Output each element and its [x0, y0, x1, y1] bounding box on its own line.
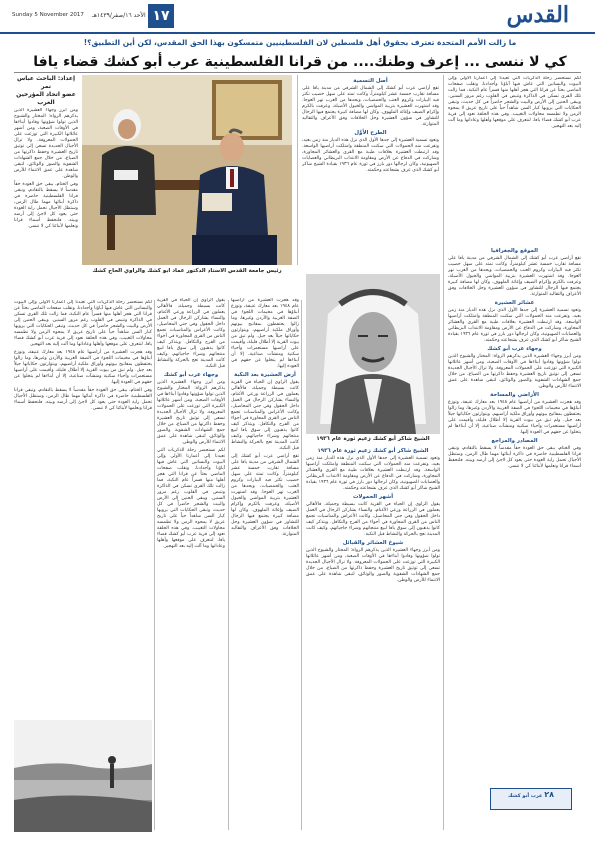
column-text: يقول الراوي إن الحياة في القرية كانت بسيطة وجميلة، فالأهالي يعملون في الزراعة ورعي الأغنام، والنساء يشاركن الرجال في العمل داخل الحقول وفي جني المحاصيل، وكانت الأعراس والمناسبات تجمع الناس من القرى المجاورة في أجواء من الفرح والتكافل. ويتذكر كيف كانوا يذهبون إلى سوق يافا لبيع منتجاتهم وشراء حاجياتهم، وكيف كانت المدينة تعج بالحركة والنشاط قبل النكبة.	[306, 502, 440, 537]
column-divider	[301, 300, 302, 830]
column-text: وتعود تسمية العشيرة إلى جدها الأول الذي نزل هذه الديار منذ زمن بعيد، وتفرعت منه الحمولات التي سكنت المنطقة وامتلكت أراضيها الواسعة. وقد ارتبطت العشيرة بعلاقات طيبة مع القرى والعشائر المجاورة، وشاركت في الدفاع عن الأرض ومقاومة الانتداب البريطاني والعصابات الصهيونية، وكان لرجالها دور بارز في ثورة عام ١٩٣٦ بقيادة الشيخ شاكر أبو كشك الذي عرف بشجاعته وحكمته.	[448, 308, 581, 343]
main-headline: كي لا ننسى ... إعرف وطنك.... من قرانا الفلسطينية عرب أبو كشك قضاء يافا	[33, 54, 567, 70]
column-text: تقع أراضي عرب أبو كشك إلى الشمال الشرقي من مدينة يافا على مسافة تقارب خمسة عشر كيلومتراً، وكانت تمتد على سهل خصيب تكثر فيه البيارات وكروم العنب والحمضيات، ويحدها من الغرب نهر العوجا. وقد اشتهرت العشيرة بتربية المواشي والخيول الأصيلة، وعرفت بالكرم وإكرام الضيف وإغاثة الملهوف. وكان لها مضافة كبيرة يجتمع فيها الرجال للتشاور في شؤون العشيرة وحل الخلافات وفق الأعراف والتقاليد المتوارثة.	[448, 256, 581, 297]
column-text: ومن أبرز وجهاء العشيرة الذين يذكرهم الرواة: المختار والشيوخ الذين تولوا شؤونها وقادوا أبناءها في الأوقات الصعبة، ومن أشهر عائلاتها الكبيرة التي توزعت على الحمولات المعروفة. ولا تزال الأجيال الجديدة تسعى إلى توثيق تاريخ العشيرة وحفظ ذاكرتها من الضياع، من خلال جمع الشهادات الشفوية والصور والوثائق، لتبقى شاهدة على عمق الانتماء للأرض والوطن.	[157, 380, 225, 445]
subhead: أصل التسمية	[353, 78, 388, 84]
subhead: أرض العشيرة بعد النكبة	[234, 372, 296, 378]
column-divider	[297, 75, 298, 265]
author-title: عضو اتحاد المؤرخين العرب	[16, 91, 76, 106]
newspaper-logo: القدس	[506, 2, 569, 28]
subhead: الأراضي والمساحة	[490, 392, 539, 398]
column-text: ومن أبرز وجهاء العشيرة الذين يذكرهم الرواة: المختار والشيوخ الذين تولوا شؤونها وقادوا أبناءها في الأوقات الصعبة، ومن أشهر عائلاتها الكبيرة التي توزعت على الحمولات المعروفة. ولا تزال الأجيال الجديدة تسعى إلى توثيق تاريخ العشيرة وحفظ ذاكرتها من الضياع، من خلال جمع الشهادات الشفوية والصور والوثائق، لتبقى شاهدة على عمق الانتماء للأرض والوطن.	[14, 108, 78, 179]
landscape-photo	[14, 720, 152, 832]
subhead: وجهاء عرب أبو كشك	[163, 372, 219, 378]
subhead: شيوخ العشائر والقبائل	[342, 540, 404, 546]
column-text: تقع أراضي عرب أبو كشك إلى الشمال الشرقي من مدينة يافا على مسافة تقارب خمسة عشر كيلومتراً، وكانت تمتد على سهل خصيب تكثر فيه البيارات وكروم العنب والحمضيات، ويحدها من الغرب نهر العوجا. وقد اشتهرت العشيرة بتربية المواشي والخيول الأصيلة، وعرفت بالكرم وإكرام الضيف وإغاثة الملهوف. وكان لها مضافة كبيرة يجتمع فيها الرجال للتشاور في شؤون العشيرة وحل الخلافات وفق الأعراف والتقاليد المتوارثة.	[231, 454, 299, 537]
river-landscape-illustration	[14, 720, 152, 832]
article-column-mid	[306, 446, 440, 830]
subhead: وجهاء عرب أبو كشك	[487, 346, 542, 352]
column-text: وتعود تسمية العشيرة إلى جدها الأول الذي نزل هذه الديار منذ زمن بعيد، وتفرعت منه الحمولات التي سكنت المنطقة وامتلكت أراضيها الواسعة. وقد ارتبطت العشيرة بعلاقات طيبة مع القرى والعشائر المجاورة، وشاركت في الدفاع عن الأرض ومقاومة الانتداب البريطاني والعصابات الصهيونية، وكان لرجالها دور بارز في ثورة عام ١٩٣٦ بقيادة الشيخ شاكر أبو كشك الذي عرف بشجاعته وحكمته.	[306, 456, 440, 491]
column-divider	[443, 75, 444, 830]
portrait-caption: الشيخ شاكر أبو كشك زعيم ثورة عام ١٩٣٦	[316, 436, 430, 442]
headline-rule	[14, 72, 581, 73]
column-text: لكم نستحضر رحلة الذكريات التي تعيدنا إلى أعمارنا الأولى وإلى البيوت والبساتين التي عاش فيها آباؤنا وأجدادنا، ونقلب صفحات الماضي بحثاً عن قرانا التي هجر أهلها منها قسراً عام النكبة، فما زالت تلك القرى تسكن في الذاكرة وتنبض في القلوب رغم مرور السنين. ويبقى الحنين إلى الأرض والبيت والشجر حاضراً في كل حديث، وتبقى الحكايات التي يرويها كبار السن شاهداً حياً على تاريخ عريق لا يمحوه الزمن ولا تطمسه محاولات التغييب. وفي هذه الحلقة نعود إلى قرية عرب أبو كشك قضاء يافا، لنتعرف على موقعها وأهلها وعاداتها وما آلت إليه بعد التهجير.	[157, 448, 225, 549]
page-number: ١٧	[148, 4, 174, 28]
kicker-headline: ما زالت الأمم المتحدة تعترف بحقوق أهل فلسطين لان الفلسطينيين متمسكون بهذا الحق المقدس، لكن أين التطبيق؟!	[83, 38, 517, 47]
column-text: يقول الراوي إن الحياة في القرية كانت بسيطة وجميلة، فالأهالي يعملون في الزراعة ورعي الأغنام، والنساء يشاركن الرجال في العمل داخل الحقول وفي جني المحاصيل، وكانت الأعراس والمناسبات تجمع الناس من القرى المجاورة في أجواء من الفرح والتكافل. ويتذكر كيف كانوا يذهبون إلى سوق يافا لبيع منتجاتهم وشراء حاجياتهم، وكيف كانت المدينة تعج بالحركة والنشاط قبل النكبة.	[157, 298, 225, 369]
subhead: الطرح الأوَّل	[354, 130, 387, 136]
portrait-photo	[306, 274, 440, 434]
article-column-6	[14, 300, 152, 715]
subhead: الشيخ شاكر أبو كشك زعيم ثورة عام ١٩٣٦	[317, 448, 429, 454]
column-text: وقد هجرت العشيرة من أراضيها عام ١٩٤٨ بعد معارك عنيفة، وتوزع أبناؤها في مخيمات اللجوء في الضفة الغربية والأردن وغيرها، وما زالوا يحتفظون بمفاتيح بيوتهم وأوراق ملكية أراضيهم، ويتوارثون حكاياتها جيلاً بعد جيل. ولم تبق من بيوت القرية إلا أطلال قليلة، وأقيمت على أراضيها مستعمرات وأحياء سكنية ومنشآت صناعية، إلا أن أبناءها لم يتخلوا عن حقهم في العودة إليها.	[231, 298, 299, 369]
column-divider	[154, 300, 155, 830]
subhead: الموقع والجغرافيا	[490, 248, 539, 254]
column-text: وقد هجرت العشيرة من أراضيها عام ١٩٤٨ بعد معارك عنيفة، وتوزع أبناؤها في مخيمات اللجوء في الضفة الغربية والأردن وغيرها، وما زالوا يحتفظون بمفاتيح بيوتهم وأوراق ملكية أراضيهم، ويتوارثون حكاياتها جيلاً بعد جيل. ولم تبق من بيوت القرية إلا أطلال قليلة، وأقيمت على أراضيها مستعمرات وأحياء سكنية ومنشآت صناعية، إلا أن أبناءها لم يتخلوا عن حقهم في العودة إليها.	[448, 400, 581, 435]
subhead: المصادر والمراجع	[491, 438, 538, 444]
article-column-4	[231, 298, 299, 830]
interview-illustration	[82, 75, 292, 265]
series-stamp	[490, 788, 572, 810]
article-column-right	[448, 246, 581, 786]
column-text: وفي الختام، يبقى حق العودة حقاً مقدساً لا يسقط بالتقادم، وتبقى قرانا الفلسطينية حاضرة في ذاكرة أبنائها مهما طال الزمن، وستظل الأجيال تحمل راية العودة حتى يعود كل لاجئ إلى أرضه وبيته. فلنحفظ أسماء قرانا ونعلمها لأبنائنا كي لا ننسى.	[14, 182, 78, 229]
date-english: Sunday 5 November 2017	[12, 12, 84, 18]
column-text: يقول الراوي إن الحياة في القرية كانت بسيطة وجميلة، فالأهالي يعملون في الزراعة ورعي الأغنام، والنساء يشاركن الرجال في العمل داخل الحقول وفي جني المحاصيل، وكانت الأعراس والمناسبات تجمع الناس من القرى المجاورة في أجواء من الفرح والتكافل. ويتذكر كيف كانوا يذهبون إلى سوق يافا لبيع منتجاتهم وشراء حاجياتهم، وكيف كانت المدينة تعج بالحركة والنشاط قبل النكبة.	[231, 380, 299, 451]
column-text: وقد هجرت العشيرة من أراضيها عام ١٩٤٨ بعد معارك عنيفة، وتوزع أبناؤها في مخيمات اللجوء في الضفة الغربية والأردن وغيرها، وما زالوا يحتفظون بمفاتيح بيوتهم وأوراق ملكية أراضيهم، ويتوارثون حكاياتها جيلاً بعد جيل. ولم تبق من بيوت القرية إلا أطلال قليلة، وأقيمت على أراضيها مستعمرات وأحياء سكنية ومنشآت صناعية، إلا أن أبناءها لم يتخلوا عن حقهم في العودة إليها.	[14, 350, 152, 385]
author-box	[14, 75, 78, 106]
subhead: عشائر العشيرة	[494, 300, 535, 306]
sheikh-portrait-illustration	[306, 274, 440, 434]
article-column-6-top	[14, 108, 78, 298]
column-text: لكم نستحضر رحلة الذكريات التي تعيدنا إلى أعمارنا الأولى وإلى البيوت والبساتين التي عاش فيها آباؤنا وأجدادنا، ونقلب صفحات الماضي بحثاً عن قرانا التي هجر أهلها منها قسراً عام النكبة، فما زالت تلك القرى تسكن في الذاكرة وتنبض في القلوب رغم مرور السنين. ويبقى الحنين إلى الأرض والبيت والشجر حاضراً في كل حديث، وتبقى الحكايات التي يرويها كبار السن شاهداً حياً على تاريخ عريق لا يمحوه الزمن ولا تطمسه محاولات التغييب. وفي هذه الحلقة نعود إلى قرية عرب أبو كشك قضاء يافا، لنتعرف على موقعها وأهلها وعاداتها وما آلت إليه بعد التهجير.	[448, 76, 581, 129]
interview-photo	[82, 75, 292, 265]
date-arabic: الأحد ١٦/صفر/١٤٣٩هـ	[92, 12, 146, 19]
subhead: أشهر الحمولات	[352, 494, 394, 500]
article-column-5	[157, 298, 225, 830]
column-divider	[228, 300, 229, 830]
series-label: عرب أبو كشك	[508, 793, 543, 799]
column-text: وتعود تسمية العشيرة إلى جدها الأول الذي نزل هذه الديار منذ زمن بعيد، وتفرعت منه الحمولات التي سكنت المنطقة وامتلكت أراضيها الواسعة. وقد ارتبطت العشيرة بعلاقات طيبة مع القرى والعشائر المجاورة، وشاركت في الدفاع عن الأرض ومقاومة الانتداب البريطاني والعصابات الصهيونية، وكان لرجالها دور بارز في ثورة عام ١٩٣٦ بقيادة الشيخ شاكر أبو كشك الذي عرف بشجاعته وحكمته.	[302, 138, 439, 173]
column-text: تقع أراضي عرب أبو كشك إلى الشمال الشرقي من مدينة يافا على مسافة تقارب خمسة عشر كيلومتراً، وكانت تمتد على سهل خصيب تكثر فيه البيارات وكروم العنب والحمضيات، ويحدها من الغرب نهر العوجا. وقد اشتهرت العشيرة بتربية المواشي والخيول الأصيلة، وعرفت بالكرم وإكرام الضيف وإغاثة الملهوف. وكان لها مضافة كبيرة يجتمع فيها الرجال للتشاور في شؤون العشيرة وحل الخلافات وفق الأعراف والتقاليد المتوارثة.	[302, 86, 439, 127]
column-text: ومن أبرز وجهاء العشيرة الذين يذكرهم الرواة: المختار والشيوخ الذين تولوا شؤونها وقادوا أبناءها في الأوقات الصعبة، ومن أشهر عائلاتها الكبيرة التي توزعت على الحمولات المعروفة. ولا تزال الأجيال الجديدة تسعى إلى توثيق تاريخ العشيرة وحفظ ذاكرتها من الضياع، من خلال جمع الشهادات الشفوية والصور والوثائق، لتبقى شاهدة على عمق الانتماء للأرض والوطن.	[306, 548, 440, 583]
interview-caption: رئيس جامعة القدس الاستاذ الدكتور عماد ابو كشك والراوي الحاج كشك	[92, 268, 282, 274]
column-text: وفي الختام، يبقى حق العودة حقاً مقدساً لا يسقط بالتقادم، وتبقى قرانا الفلسطينية حاضرة في ذاكرة أبنائها مهما طال الزمن، وستظل الأجيال تحمل راية العودة حتى يعود كل لاجئ إلى أرضه وبيته. فلنحفظ أسماء قرانا ونعلمها لأبنائنا كي لا ننسى.	[448, 446, 581, 469]
column-text: وفي الختام، يبقى حق العودة حقاً مقدساً لا يسقط بالتقادم، وتبقى قرانا الفلسطينية حاضرة في ذاكرة أبنائها مهما طال الزمن، وستظل الأجيال تحمل راية العودة حتى يعود كل لاجئ إلى أرضه وبيته. فلنحفظ أسماء قرانا ونعلمها لأبنائنا كي لا ننسى.	[14, 388, 152, 411]
column-text: لكم نستحضر رحلة الذكريات التي تعيدنا إلى أعمارنا الأولى وإلى البيوت والبساتين التي عاش فيها آباؤنا وأجدادنا، ونقلب صفحات الماضي بحثاً عن قرانا التي هجر أهلها منها قسراً عام النكبة، فما زالت تلك القرى تسكن في الذاكرة وتنبض في القلوب رغم مرور السنين. ويبقى الحنين إلى الأرض والبيت والشجر حاضراً في كل حديث، وتبقى الحكايات التي يرويها كبار السن شاهداً حياً على تاريخ عريق لا يمحوه الزمن ولا تطمسه محاولات التغييب. وفي هذه الحلقة نعود إلى قرية عرب أبو كشك قضاء يافا، لنتعرف على موقعها وأهلها وعاداتها وما آلت إليه بعد التهجير.	[14, 300, 152, 347]
article-column-right-top	[448, 76, 581, 241]
masthead	[0, 0, 595, 34]
column-text: ومن أبرز وجهاء العشيرة الذين يذكرهم الرواة: المختار والشيوخ الذين تولوا شؤونها وقادوا أبناءها في الأوقات الصعبة، ومن أشهر عائلاتها الكبيرة التي توزعت على الحمولات المعروفة. ولا تزال الأجيال الجديدة تسعى إلى توثيق تاريخ العشيرة وحفظ ذاكرتها من الضياع، من خلال جمع الشهادات الشفوية والصور والوثائق، لتبقى شاهدة على عمق الانتماء للأرض والوطن.	[448, 354, 581, 389]
author-name: إعداد: الباحث عباس نمر	[16, 75, 76, 90]
series-number: ٢٨	[544, 790, 554, 799]
article-column-mid-top	[302, 76, 439, 266]
